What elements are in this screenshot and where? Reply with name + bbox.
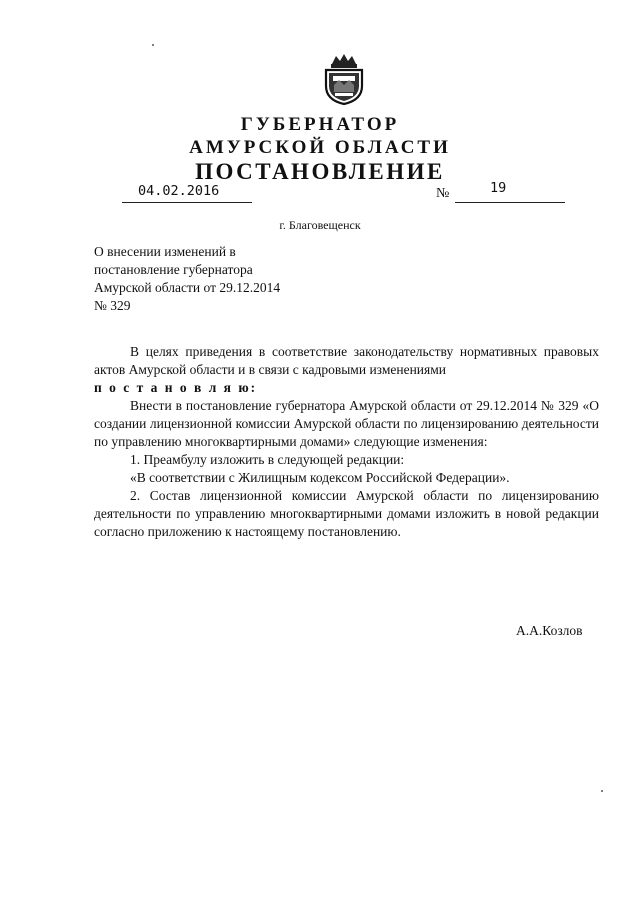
- number-label: №: [436, 186, 450, 201]
- number-underline: [455, 202, 565, 203]
- subject-line: № 329: [94, 298, 131, 313]
- coat-of-arms-emblem: [322, 52, 366, 106]
- amendment-paragraph: Внести в постановление губернатора Амурской области от 29.12.2014 № 329 «О создании лицензионной комиссии Амурской области по лицензированию деятельности по управлению многоквартирными домами» следующие изменения:: [94, 398, 599, 449]
- document-body: [94, 343, 599, 541]
- subject-line: постановление губернатора: [94, 262, 253, 277]
- signatory-name: А.А.Козлов: [516, 623, 583, 638]
- document-number: 19: [490, 180, 507, 196]
- subject-line: Амурской области от 29.12.2014: [94, 280, 281, 295]
- item-2: 2. Состав лицензионной комиссии Амурской области по лицензированию деятельности по управлению многоквартирными домами изложить в новой редакции согласно приложению к настоящему постановлению.: [94, 488, 599, 539]
- item-1: 1. Преамбулу изложить в следующей редакции:: [130, 452, 405, 467]
- subject-line: О внесении изменений в: [94, 244, 236, 259]
- item-1-text: «В соответствии с Жилищным кодексом Российской Федерации».: [130, 470, 510, 485]
- document-type: ПОСТАНОВЛЕНИЕ: [195, 159, 445, 184]
- document-date: 04.02.2016: [138, 183, 220, 199]
- decree-word: п о с т а н о в л я ю:: [94, 380, 258, 395]
- document-subject: [94, 243, 280, 315]
- preamble-paragraph: В целях приведения в соответствие законодательству нормативных правовых актов Амурской области и в связи с кадровыми изменениями: [94, 344, 599, 377]
- issuer-title: ГУБЕРНАТОР: [240, 114, 400, 135]
- issuer-region: АМУРСКОЙ ОБЛАСТИ: [189, 137, 451, 158]
- date-underline: [122, 202, 252, 203]
- scan-speck: [601, 790, 603, 792]
- scan-speck: [152, 44, 154, 46]
- city: г. Благовещенск: [279, 218, 361, 232]
